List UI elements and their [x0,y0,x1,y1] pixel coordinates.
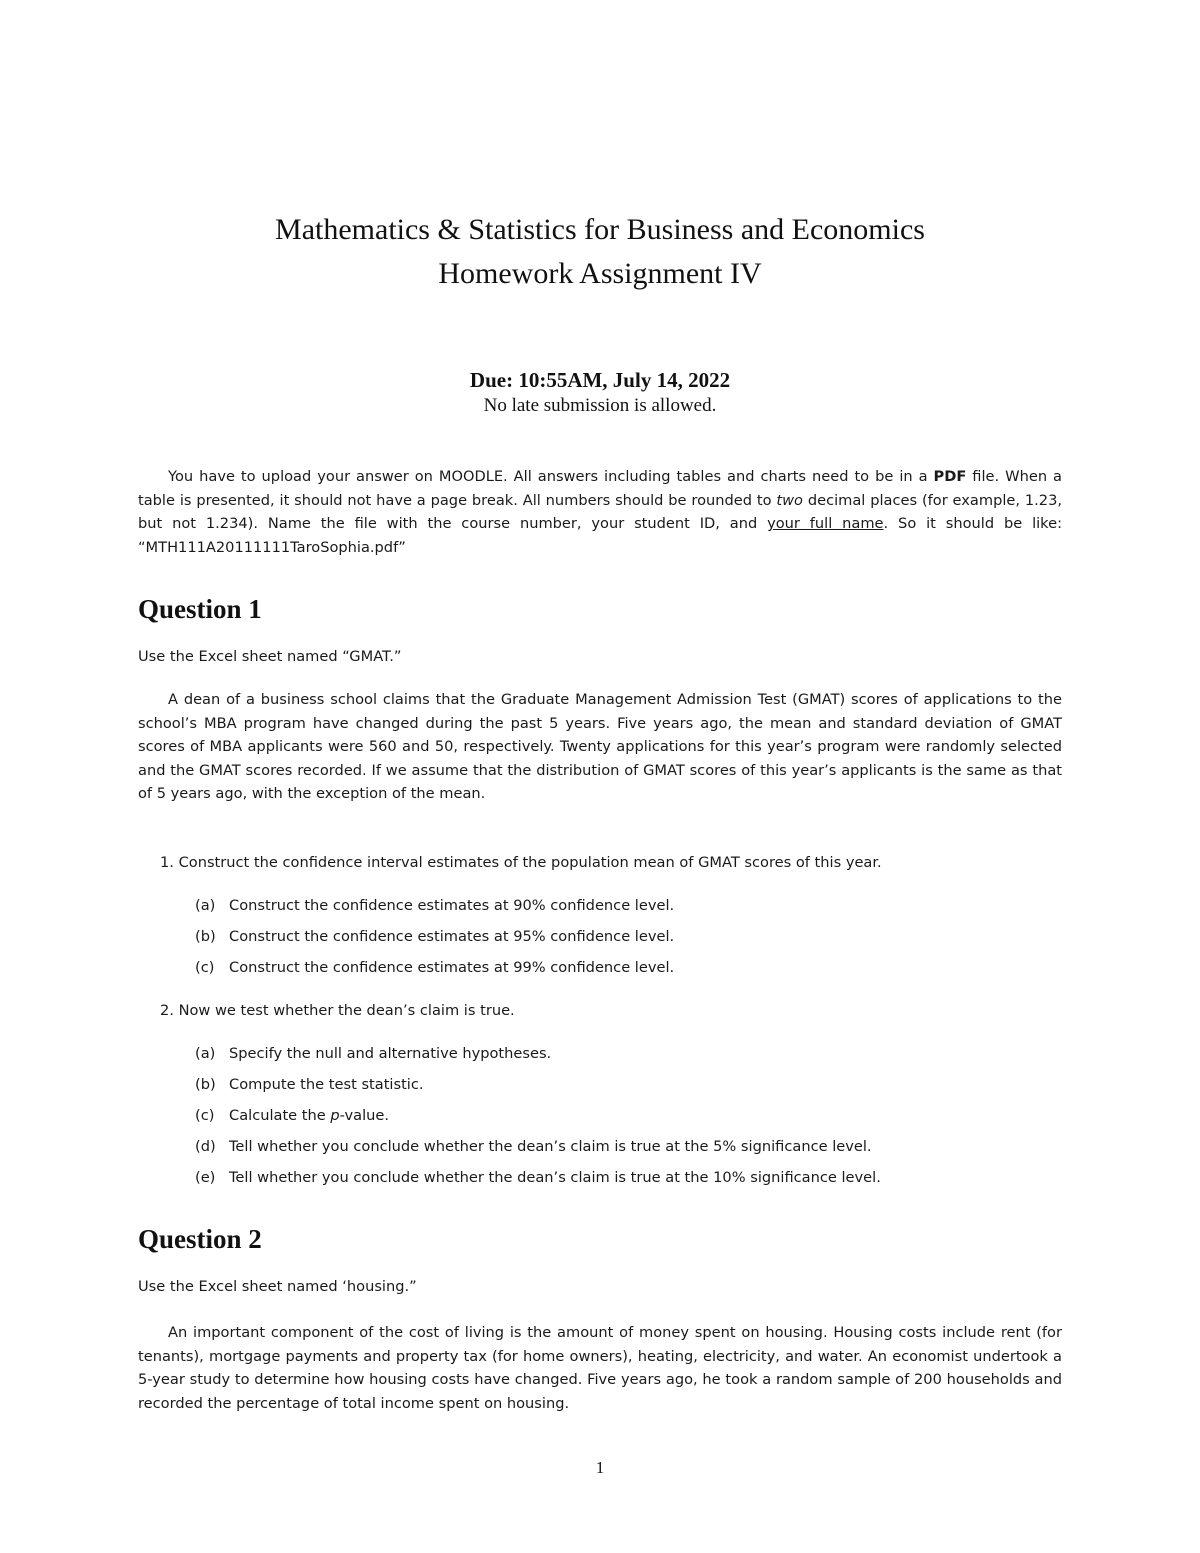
sub-text-pre: Calculate the [229,1107,331,1124]
document-title [0,208,1200,296]
question-1-heading: Question 1 [138,594,262,624]
instructions-text-1: You have to upload your answer on MOODLE. All answers including tables and charts need to be in a [168,468,934,485]
sub-marker: (c) [195,959,215,976]
two-emphasis: two [776,491,803,509]
list-item [195,1104,1055,1135]
list-item [195,1166,1055,1197]
list-item [195,956,1055,987]
sub-marker: (a) [195,897,216,914]
sub-text: Construct the confidence estimates at 90% confidence level. [229,897,675,914]
question-2-paragraph: An important component of the cost of living is the amount of money spent on housing. Housing costs include rent (for tenants), mortgage payments and property tax (for home owners), heating, electricity, and water. An economist undertook a 5-year study to determine how housing costs have changed. Five years ago, he took a random sample of 200 households and recorded the percentage of total income spent on housing. [138,1324,1062,1412]
question-2-sheet-note: Use the Excel sheet named ‘housing.” [138,1278,417,1295]
due-date: Due: 10:55AM, July 14, 2022 [469,368,731,392]
instructions-text-3: decimal places (for example, 1.23, but not 1.234). Name the file with the course number, your student ID, and [138,491,1062,533]
question-1-paragraph: A dean of a business school claims that the Graduate Management Admission Test (GMAT) scores of applications to the school’s MBA program have changed during the past 5 years. Five years ago, the mean and standard deviation of GMAT scores of MBA applicants were 560 and 50, respectively. Twenty applications for this year’s program were randomly selected and the GMAT scores recorded. If we assume that the distribution of GMAT scores of this year’s applicants is the same as that of 5 years ago, with the exception of the mean. [138,691,1062,803]
instructions-text-2: file. When a table is presented, it should not have a page break. All numbers should be rounded to [138,468,1062,509]
sub-text-post: -value. [339,1107,390,1124]
sub-text: Construct the confidence estimates at 95% confidence level. [229,928,675,945]
full-name-underline: your full name [767,515,884,533]
late-policy: No late submission is allowed. [483,395,717,416]
list-item [195,1135,1055,1166]
sub-marker: (c) [195,1107,215,1124]
sub-marker: (d) [195,1138,216,1155]
sub-marker: (a) [195,1045,216,1062]
sub-text: Specify the null and alternative hypotheses. [229,1045,552,1062]
question-1-item-1-subitems [195,894,1055,987]
list-item [195,1042,1055,1073]
item-1-marker: 1. [160,854,174,871]
item-1-text: Construct the confidence interval estimates of the population mean of GMAT scores of this year. [178,854,882,871]
list-item [195,1073,1055,1104]
question-1-item-2-subitems [195,1042,1055,1197]
question-1-item-1 [160,851,1060,874]
sub-marker: (b) [195,928,216,945]
sub-marker: (e) [195,1169,216,1186]
question-1-sheet-note: Use the Excel sheet named “GMAT.” [138,648,402,665]
page-number: 1 [595,1458,605,1477]
course-title: Mathematics & Statistics for Business and Economics [275,213,925,246]
question-1-item-2 [160,999,1060,1022]
sub-text: Compute the test statistic. [229,1076,424,1093]
instructions-paragraph [138,465,1062,559]
sub-text: Tell whether you conclude whether the dean’s claim is true at the 10% significance level. [229,1169,881,1186]
item-2-text: Now we test whether the dean’s claim is true. [178,1002,515,1019]
sub-marker: (b) [195,1076,216,1093]
list-item [195,925,1055,956]
sub-text: Construct the confidence estimates at 99% confidence level. [229,959,675,976]
due-block [0,366,1200,418]
instructions-text-4: . So it should be like: “MTH111A20111111TaroSophia.pdf” [138,515,1062,556]
list-item [195,894,1055,925]
item-2-marker: 2. [160,1002,174,1019]
pdf-emphasis: PDF [933,468,967,485]
assignment-title: Homework Assignment IV [438,257,762,290]
question-2-heading: Question 2 [138,1224,262,1254]
sub-text: Tell whether you conclude whether the dean’s claim is true at the 5% significance level. [229,1138,872,1155]
p-variable: p [330,1107,340,1124]
